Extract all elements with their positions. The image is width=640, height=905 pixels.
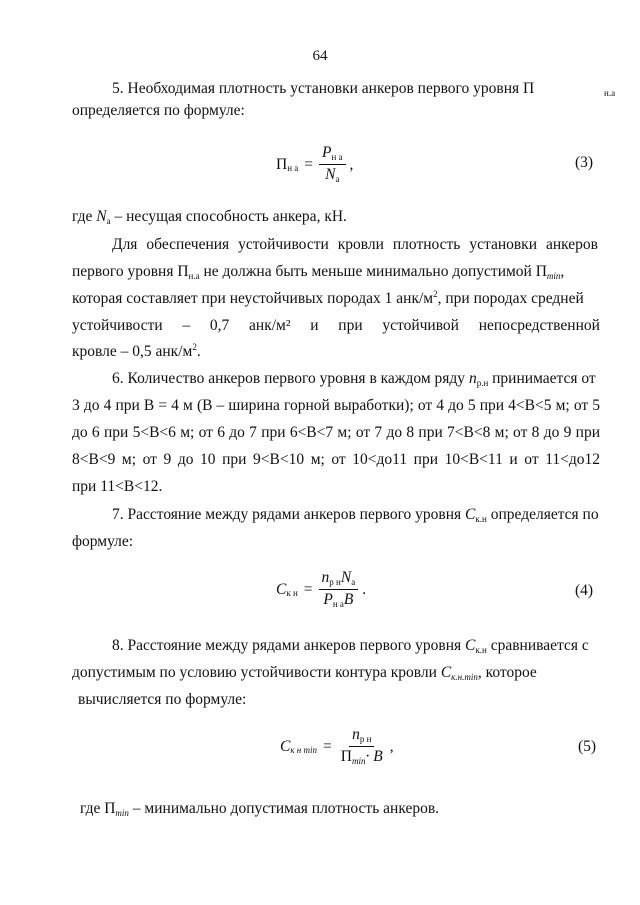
p5-line-2: определяется по формуле: bbox=[72, 102, 245, 119]
where-pmin bbox=[80, 799, 439, 820]
eq3-lhs-sub: н а bbox=[287, 162, 299, 173]
stab-l4-w2: 0,7 bbox=[209, 317, 230, 334]
stab-l2-c: , bbox=[560, 263, 565, 280]
eq4-lhs-sub: к н bbox=[286, 587, 298, 598]
stab-line-1: Для обеспечения устойчивости кровли плотность установки анкеров bbox=[112, 236, 598, 253]
eq4-tail: . bbox=[362, 580, 367, 598]
p8-l1-sym: C bbox=[465, 637, 476, 654]
eq5-den-a: П bbox=[340, 748, 352, 765]
p8-l1-b: сравнивается с bbox=[486, 637, 589, 654]
stab-l3-b: , при породах средней bbox=[437, 290, 584, 307]
stab-l5-b: . bbox=[196, 343, 201, 360]
stab-l2-sub2: min bbox=[546, 271, 561, 281]
p8-l1-a: 8. Расстояние между рядами анкеров первого уровня bbox=[112, 637, 466, 654]
stab-l5-a: кровле – 0,5 анк/м bbox=[72, 343, 193, 360]
stab-l3-sup: 2 bbox=[433, 289, 438, 299]
eq4-num-a-sub: р н bbox=[329, 577, 341, 587]
eq3-tail: , bbox=[349, 155, 354, 173]
eq5-fraction bbox=[338, 725, 386, 768]
where1-sub: а bbox=[106, 216, 111, 226]
p6-line-5: при 11<B<12. bbox=[72, 478, 163, 495]
p7-l1-sym: C bbox=[465, 506, 476, 523]
eq4-num-a: n bbox=[321, 569, 330, 586]
eq5-den-a-sub: min bbox=[351, 756, 366, 766]
stab-l4-w4: и bbox=[310, 317, 319, 334]
p7-l1-a: 7. Расстояние между рядами анкеров первого уровня bbox=[112, 506, 466, 523]
where-na bbox=[72, 207, 347, 228]
eq4-num-b-sub: а bbox=[351, 577, 356, 587]
eq3-den: N bbox=[325, 166, 336, 183]
equation-3 bbox=[276, 143, 353, 186]
stab-l4-w5: при bbox=[338, 317, 363, 334]
eq3-num-sub: н а bbox=[331, 152, 343, 162]
where1-pre: где bbox=[72, 208, 97, 225]
equation-4 bbox=[276, 568, 366, 611]
where2-sub: min bbox=[115, 808, 129, 818]
stab-line-3 bbox=[72, 289, 584, 310]
eq3-den-sub: а bbox=[335, 174, 340, 184]
equation-5 bbox=[280, 725, 394, 768]
where2-pre: где П bbox=[80, 800, 116, 817]
p5-text: 5. Необходимая плотность установки анкеров первого уровня П bbox=[112, 80, 535, 97]
eq4-equals: = bbox=[303, 580, 313, 598]
p7-line-2: формуле: bbox=[72, 533, 134, 550]
p7-l1-b: определяется по bbox=[486, 506, 599, 523]
p6-l1-a: 6. Количество анкеров первого уровня в каждом ряду bbox=[112, 370, 469, 387]
eq5-lhs-sub: к н min bbox=[290, 744, 318, 755]
stab-l4-w1: – bbox=[182, 317, 191, 334]
p8-line-2 bbox=[72, 663, 537, 684]
p8-line-1 bbox=[112, 636, 589, 657]
p8-l2-b: , которое bbox=[477, 664, 537, 681]
p7-line-1 bbox=[112, 505, 599, 526]
eq5-tail: , bbox=[389, 737, 394, 755]
eq4-den-a-sub: н а bbox=[332, 599, 344, 609]
eq3-num: P bbox=[322, 144, 332, 161]
stab-line-2 bbox=[72, 262, 564, 283]
eq3-lhs: П bbox=[276, 155, 288, 173]
p8-l2-sub: к.н.min bbox=[451, 672, 478, 682]
stab-l4-w3: анк/м² bbox=[249, 317, 291, 334]
eq3-fraction bbox=[319, 143, 346, 186]
p8-l1-sub: к.н bbox=[475, 645, 487, 655]
page-number: 64 bbox=[312, 48, 328, 64]
eq4-number: (4) bbox=[575, 582, 594, 599]
p6-line-4: 8<B<9 м; от 9 до 10 при 9<B<10 м; от 10<до11 при 10<B<11 и от 11<до12 bbox=[72, 451, 600, 468]
stab-l5-sup: 2 bbox=[192, 342, 197, 352]
eq3-number: (3) bbox=[575, 154, 594, 171]
stab-line-5 bbox=[72, 342, 201, 363]
p5-sub: н.а bbox=[604, 88, 616, 98]
where1-sym: N bbox=[96, 208, 107, 225]
stab-line-4 bbox=[72, 316, 600, 336]
stab-l4-w7: непосредственной bbox=[478, 317, 600, 334]
eq5-den-b: · B bbox=[365, 748, 383, 765]
stab-l2-b: не должна быть меньше минимально допустимой П bbox=[199, 263, 547, 280]
p6-l1-sub: р.н bbox=[476, 378, 489, 388]
eq5-lhs: C bbox=[280, 737, 291, 755]
eq4-lhs: C bbox=[276, 580, 287, 598]
eq4-fraction bbox=[319, 568, 359, 611]
where1-post: – несущая способность анкера, кН. bbox=[110, 208, 347, 225]
p8-line-3: вычисляется по формуле: bbox=[78, 691, 247, 708]
stab-l2-a: первого уровня П bbox=[72, 263, 189, 280]
eq4-den-a: P bbox=[323, 591, 333, 608]
p8-l2-sym: C bbox=[440, 664, 452, 681]
p6-line-2: 3 до 4 при B = 4 м (B – ширина горной выработки); от 4 до 5 при 4<B<5 м; от 5 bbox=[72, 397, 600, 414]
stab-l4-w6: устойчивой bbox=[382, 317, 459, 334]
p6-l1-sym: n bbox=[468, 370, 477, 387]
eq4-den-b: B bbox=[343, 591, 354, 608]
where2-post: – минимально допустимая плотность анкеров. bbox=[128, 800, 440, 817]
p7-l1-sub: к.н bbox=[475, 514, 487, 524]
eq5-num-sub: р н bbox=[359, 734, 372, 744]
stab-l3-a: которая составляет при неустойчивых породах 1 анк/м bbox=[72, 290, 434, 307]
eq4-num-b: N bbox=[340, 569, 352, 586]
stab-l4-w0: устойчивости bbox=[72, 317, 163, 334]
p6-line-3: до 6 при 5<B<6 м; от 6 до 7 при 6<B<7 м; от 7 до 8 при 7<B<8 м; от 8 до 9 при bbox=[72, 424, 600, 441]
eq5-number: (5) bbox=[578, 738, 597, 755]
eq5-num: n bbox=[352, 726, 360, 743]
p8-l2-a: допустимым по условию устойчивости контура кровли bbox=[72, 664, 441, 681]
p5-line-1 bbox=[112, 79, 610, 99]
eq5-equals: = bbox=[323, 737, 332, 755]
p6-l1-b: принимается от bbox=[488, 370, 596, 387]
stab-l2-sub1: н.а bbox=[188, 271, 200, 281]
p6-line-1 bbox=[112, 369, 596, 390]
eq3-equals: = bbox=[304, 155, 314, 173]
